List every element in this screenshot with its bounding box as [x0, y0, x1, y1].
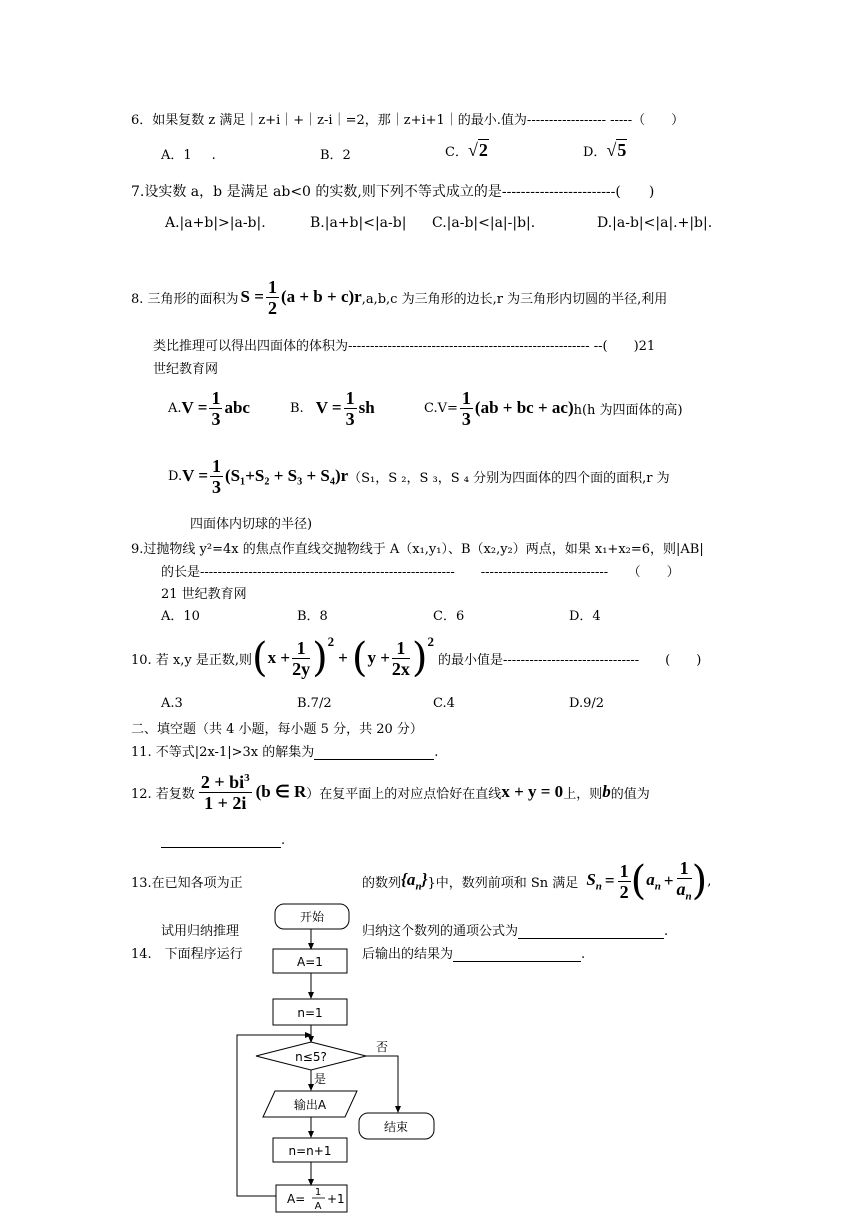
section-heading: 二、填空题（共 4 小题，每小题 5 分，共 20 分）: [131, 722, 423, 737]
q12-answer-line: .: [161, 833, 285, 848]
q7-option-c: C.|a-b|<|a|-|b|.: [432, 215, 536, 231]
q13-formula: 的数列 $\{a_n\}$ }中，数列前项和 Sn 满足 $S_n$ = $\frac{1}{2}$ ( $a_n$ + $\frac{1}{a_n}$ ) ,: [362, 858, 712, 904]
flow-no-label: 否: [376, 1040, 389, 1054]
q10-option-b: B.7/2: [297, 696, 332, 711]
flow-end-label: 结束: [383, 1120, 409, 1134]
q6-option-c: C．√2: [445, 140, 488, 160]
q8-stem: 8. 三角形的面积为 S = $\frac{1}{2}$ (a + b + c)r ,a,b,c 为三角形的边长,r 为三角形内切圆的半径,利用: [131, 276, 668, 318]
q12-stem: 12. 若复数 $\frac{2 + bi^3}{1 + 2i}$ (b ∈ R ）在复平面上的对应点恰好在直线 x + y = 0 上，则 b 的值为: [131, 771, 650, 813]
flow-a-update-num: 1: [314, 1187, 322, 1198]
q13-line2-right: 归纳这个数列的通项公式为 .: [362, 924, 669, 939]
q10-stem: 10. 若 x,y 是正数,则 ( x + $\frac{1}{2y}$ ) 2 + ( y + $\frac{1}{2x}$ ) 2 的最小值是------------------------------- ( ): [131, 634, 702, 681]
q9-option-d: D．4: [569, 609, 601, 624]
q6-option-a: A．1 .: [161, 148, 216, 163]
q14-left: 14. 下面程序运行: [131, 947, 243, 962]
flow-a-update-suffix: +1: [327, 1192, 345, 1206]
flow-n-inc-label: n=n+1: [288, 1144, 332, 1158]
q13-left: 13.在已知各项为正: [131, 876, 243, 891]
flow-output-label: 输出A: [293, 1098, 327, 1112]
flow-start-label: 开始: [299, 910, 325, 924]
flow-a-update-prefix: A=: [287, 1192, 306, 1206]
q9-option-b: B．8: [297, 609, 328, 624]
q8-option-d-line2: 四面体内切球的半径): [190, 517, 313, 532]
q7-option-a: A.|a+b|>|a-b|.: [165, 215, 266, 231]
q9-line2: 的长是---------------------------------------------------------- ----------------------------- （ ）: [161, 565, 680, 580]
flow-condition-label: n≤5?: [295, 1050, 327, 1064]
q9-line3: 21 世纪教育网: [161, 587, 247, 602]
q11-stem: 11. 不等式|2x-1|>3x 的解集为 .: [131, 745, 439, 760]
q8-option-a: A. V = $\frac{1}{3}$ abc: [168, 387, 250, 429]
flow-yes-label: 是: [314, 1072, 327, 1086]
flow-n-init-label: n=1: [297, 1006, 323, 1020]
q7-stem: 7.设实数 a，b 是满足 ab<0 的实数,则下列不等式成立的是------------------------( ): [131, 184, 655, 200]
q9-option-a: A．10: [161, 609, 200, 624]
q6-option-d: D．√5: [583, 140, 627, 160]
q10-option-a: A.3: [161, 696, 183, 711]
q8-option-c: C.V= $\frac{1}{3}$ (ab + bc + ac) h(h 为四面体的高): [424, 387, 683, 429]
q13-line2-left: 试用归纳推理: [161, 924, 240, 939]
q10-option-c: C.4: [433, 696, 455, 711]
q8-option-b: B. V = $\frac{1}{3}$ sh: [290, 387, 375, 429]
q8-line3: 世纪教育网: [153, 362, 219, 377]
q10-option-d: D.9/2: [569, 696, 605, 711]
q14-right: 后输出的结果为 .: [362, 947, 586, 962]
q7-option-d: D.|a-b|<|a|.+|b|.: [597, 215, 713, 231]
q9-line1: 9.过抛物线 y²=4x 的焦点作直线交抛物线于 A（x₁,y₁）、B（x₂,y₂）两点，如果 x₁+x₂=6，则|AB|: [131, 542, 704, 557]
q6-option-b: B．2: [320, 148, 351, 163]
q8-line2: 类比推理可以得出四面体的体积为------------------------------------------------------- --( )21: [153, 339, 656, 354]
flow-a-update-den: A: [314, 1201, 322, 1212]
q7-option-b: B.|a+b|<|a-b|: [310, 215, 407, 231]
q9-option-c: C．6: [433, 609, 465, 624]
q6-stem: 6．如果复数 z 满足｜z+i｜+｜z-i｜=2，那｜z+i+1｜的最小.值为------------------ -----（ ）: [131, 113, 685, 128]
q8-option-d: D. V = $\frac{1}{3}$ (S₁+S₂ + S₃ + S₄)r （S₁，S ₂，S ₃，S ₄ 分别为四面体的四个面的面积,r 为: [168, 455, 670, 497]
flow-a-init-label: A=1: [297, 955, 323, 969]
